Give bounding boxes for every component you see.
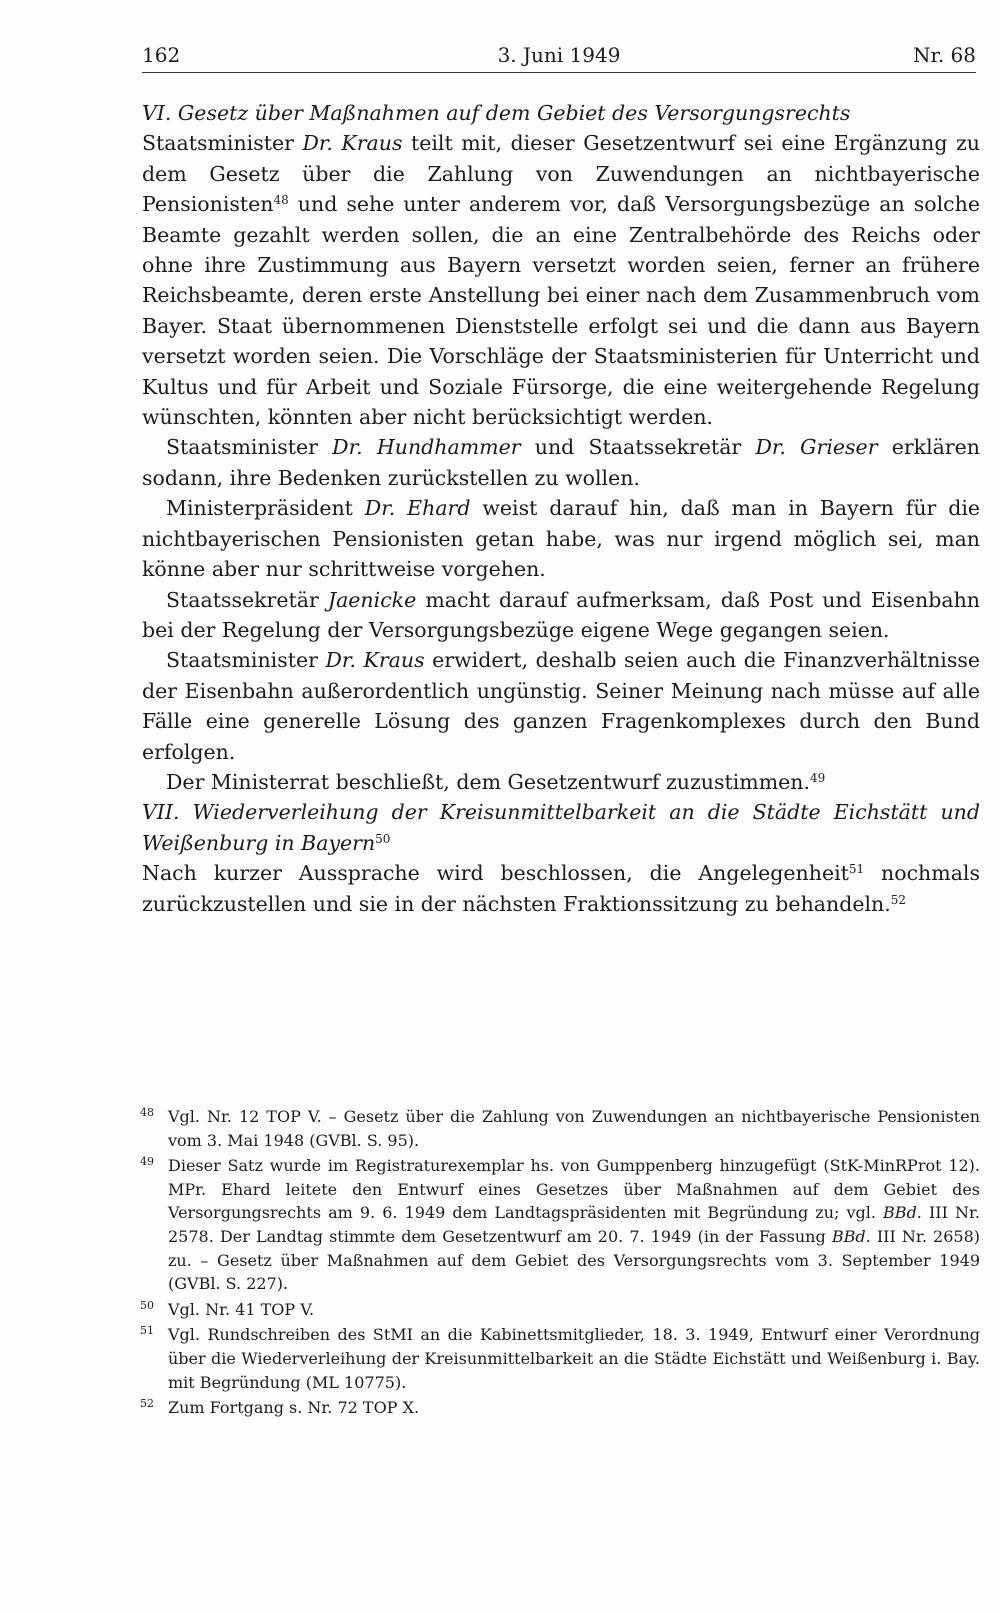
footnote-number: 49 xyxy=(140,1155,154,1169)
footnote-text: Zum Fortgang s. Nr. 72 TOP X. xyxy=(168,1398,420,1418)
person-name: Dr. Grieser xyxy=(755,435,878,460)
text-run: und sehe unter anderem vor, daß Versorgungsbezüge an solche Beamte gezahlt werden sollen, die an eine Zentralbehörde des Reichs oder ohne ihre Zustimmung aus Bayern versetzt worden seien, ferner an frühere Reichsbeamte, deren erste Anstellung bei einer nach dem Zusammenbruch vom Bayer. Staat übernommenen Dienststelle erfolgt sei und die dann aus Bayern versetzt worden seien. Die Vorschläge der Staatsministerien für Unterricht und Kultus und für Arbeit und Soziale Fürsorge, die eine weitergehende Regelung wünschten, könnten aber nicht berücksichtigt werden. xyxy=(142,192,980,430)
text-run: weist darauf hin, daß man in Bayern für die nichtbayerischen Pensionisten getan habe, was nur irgend möglich sei, man könne aber nur schrittweise vorgehen. xyxy=(142,496,981,582)
document-number: Nr. 68 xyxy=(912,43,976,67)
header-date: 3. Juni 1949 xyxy=(497,43,621,67)
text-run: erwidert, deshalb seien auch die Finanzverhältnisse der Eisenbahn außerordentlich ungünstig. Seiner Meinung nach müsse auf alle Fälle eine generelle Lösung des ganzen Fragenkomplexes durch den Bund erfolgen. xyxy=(142,648,980,764)
text-run: Staatssekretär xyxy=(166,587,328,612)
paragraph xyxy=(142,432,980,493)
footnote-ref: 51 xyxy=(848,862,865,877)
footnote-ref: 49 xyxy=(810,770,826,785)
text-run: erklären sodann, ihre Bedenken zurückstellen zu wollen. xyxy=(142,435,980,490)
person-name: Dr. Hundhammer xyxy=(332,435,521,460)
person-name: Dr. Kraus xyxy=(325,648,425,673)
text-run: Ministerpräsident xyxy=(166,496,365,521)
text-run: macht darauf aufmerksam, daß Post und Eisenbahn bei der Regelung der Versorgungsbezüge eigene Wege gegangen seien. xyxy=(142,587,980,642)
running-head xyxy=(142,38,976,73)
main-text xyxy=(142,98,980,919)
citation-abbrev: BBd. xyxy=(831,1226,871,1246)
footnote-ref: 50 xyxy=(375,831,391,846)
paragraph xyxy=(142,858,980,919)
citation-abbrev: BBd. xyxy=(883,1203,922,1223)
footnote-ref: 48 xyxy=(273,193,289,208)
footnote-text: Dieser Satz wurde im Registraturexemplar hs. von Gumppenberg hinzugefügt (StK-MinRProt 12). MPr. Ehard leitete den Entwurf eines Gesetzes über Maßnahmen auf dem Gebiet des Versorgungsrechts am 9. 6. 1949 dem Landtagspräsidenten mit Begründung zu; vgl. xyxy=(168,1156,980,1223)
text-run: teilt mit, dieser Gesetzentwurf sei eine Ergänzung zu dem Gesetz über die Zahlung von Zuwendungen an nichtbayerische Pensionisten xyxy=(142,131,980,217)
text-run: Staatsminister xyxy=(142,131,303,156)
heading-text: VII. Wiederverleihung der Kreisunmittelbarkeit an die Städte Eichstätt und Weißenburg in Bayern xyxy=(142,800,980,855)
footnote-text: Vgl. Nr. 41 TOP V. xyxy=(168,1299,315,1319)
section-heading-vi: VI. Gesetz über Maßnahmen auf dem Gebiet des Versorgungsrechts xyxy=(142,101,851,125)
person-name: Dr. Kraus xyxy=(302,131,403,156)
footnote-number: 52 xyxy=(140,1397,154,1411)
footnote-number: 51 xyxy=(140,1324,154,1338)
person-name: Jaenicke xyxy=(327,587,417,612)
footnote xyxy=(140,1105,980,1152)
footnote-number: 48 xyxy=(140,1106,154,1119)
page-number: 162 xyxy=(142,43,181,67)
section-heading-vii xyxy=(142,797,980,858)
footnote-text: Vgl. Nr. 12 TOP V. – Gesetz über die Zahlung von Zuwendungen an nichtbayerische Pensionisten vom 3. Mai 1948 (GVBl. S. 95). xyxy=(168,1107,980,1150)
footnote-text: III Nr. 2578. Der Landtag stimmte dem Gesetzentwurf am 20. 7. 1949 (in der Fassung xyxy=(168,1203,980,1246)
text-run: Staatsminister xyxy=(166,435,333,460)
person-name: Dr. Ehard xyxy=(364,496,471,521)
footnote-ref: 52 xyxy=(890,892,907,907)
text-run: Der Ministerrat beschließt, dem Gesetzentwurf zuzustimmen. xyxy=(166,769,811,794)
footnote xyxy=(140,1396,980,1420)
footnote xyxy=(140,1298,980,1322)
footnote xyxy=(140,1154,980,1296)
paragraph xyxy=(142,645,980,767)
text-run: und Staatssekretär xyxy=(520,435,756,460)
footnote-text: Vgl. Rundschreiben des StMI an die Kabinettsmitglieder, 18. 3. 1949, Entwurf einer Verordnung über die Wiederverleihung der Kreisunmittelbarkeit an die Städte Eichstätt und Weißenburg i. Bay. mit Begründung (ML 10775). xyxy=(168,1325,980,1392)
footnotes xyxy=(140,1105,980,1422)
footnote-text: III Nr. 2658) zu. – Gesetz über Maßnahmen auf dem Gebiet des Versorgungsrechts vom 3. September 1949 (GVBl. S. 227). xyxy=(168,1226,981,1294)
paragraph xyxy=(142,128,980,432)
text-run: Nach kurzer Aussprache wird beschlossen, die Angelegenheit xyxy=(142,861,849,886)
footnote xyxy=(140,1323,980,1394)
footnote-number: 50 xyxy=(140,1298,154,1312)
text-run: nochmals zurückzustellen und sie in der nächsten Fraktionssitzung zu behandeln. xyxy=(142,861,980,916)
paragraph xyxy=(142,585,980,646)
paragraph xyxy=(142,767,980,797)
text-run: Staatsminister xyxy=(166,648,326,673)
paragraph xyxy=(142,493,980,584)
